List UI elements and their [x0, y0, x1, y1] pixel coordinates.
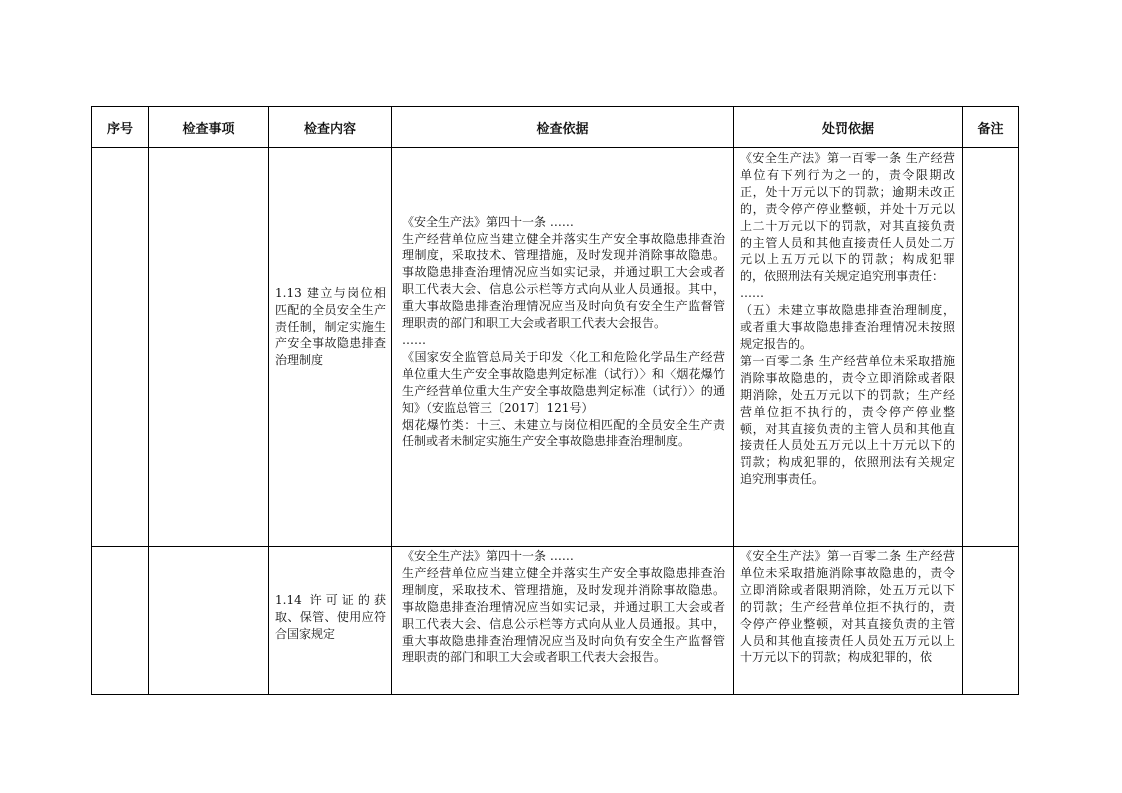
content-cell [269, 148, 392, 547]
penalty-text: 《安全生产法》第一百零一条 生产经营单位有下列行为之一的，责令限期改正，处十万元以下的罚款；逾期未改正的，责令停产停业整顿，并处十万元以上二十万元以下的罚款，对其直接负责的主管人员和其他直接责任人员处二万元以上五万元以下的罚款；构成犯罪的，依照刑法有关规定追究刑事责任： …… （五）未建立事故隐患排查治理制度，或者重大事故隐患排查治理情况未按照规定报告的。 第一百零二条 生产经营单位未采取措施消除事故隐患的，责令立即消除或者限期消除，处五万元以下的罚款；生产经营单位拒不执行的，责令停产停业整顿，对其直接负责的主管人员和其他直接责任人员处五万元以上十万元以下的罚款；构成犯罪的，依照刑法有关规定追究刑事责任。 [740, 151, 955, 487]
table-header-row [92, 107, 1019, 148]
basis-text: 《安全生产法》第四十一条 …… 生产经营单位应当建立健全并落实生产安全事故隐患排查治理制度，采取技术、管理措施，及时发现并消除事故隐患。事故隐患排查治理情况应当如实记录，并通过职工大会或者职工代表大会、信息公示栏等方式向从业人员通报。其中，重大事故隐患排查治理情况应当及时向负有安全生产监督管理职责的部门和职工大会或者职工代表大会报告。 [402, 549, 725, 665]
table-row [92, 148, 1019, 547]
header-inspection-basis: 检查依据 [392, 107, 734, 148]
content-text: 1.14 许可证的获取、保管、使用应符合国家规定 [275, 593, 386, 641]
remark-cell [963, 148, 1019, 547]
matter-cell [149, 547, 269, 695]
content-text: 1.13 建立与岗位相匹配的全员安全生产责任制，制定实施生产安全事故隐患排查治理制度 [275, 285, 386, 368]
penalty-cell [734, 547, 963, 695]
basis-cell [392, 148, 734, 547]
seq-cell [92, 148, 149, 547]
inspection-table [91, 106, 1019, 695]
basis-text: 《安全生产法》第四十一条 …… 生产经营单位应当建立健全并落实生产安全事故隐患排查治理制度，采取技术、管理措施，及时发现并消除事故隐患。事故隐患排查治理情况应当如实记录，并通过职工大会或者职工代表大会、信息公示栏等方式向从业人员通报。其中，重大事故隐患排查治理情况应当及时向负有安全生产监督管理职责的部门和职工大会或者职工代表大会报告。 …… 《国家安全监管总局关于印发〈化工和危险化学品生产经营单位重大生产安全事故隐患判定标准（试行）〉和〈烟花爆竹生产经营单位重大生产安全事故隐患判定标准（试行）〉的通知》（安监总管三〔2017〕121号） 烟花爆竹类：十三、未建立与岗位相匹配的全员安全生产责任制或者未制定实施生产安全事故隐患排查治理制度。 [402, 214, 725, 449]
basis-cell [392, 547, 734, 695]
header-seq: 序号 [92, 107, 149, 148]
header-inspection-matter: 检查事项 [149, 107, 269, 148]
header-inspection-content: 检查内容 [269, 107, 392, 148]
table-row [92, 547, 1019, 695]
content-cell [269, 547, 392, 695]
matter-cell [149, 148, 269, 547]
header-penalty-basis: 处罚依据 [734, 107, 963, 148]
remark-cell [963, 547, 1019, 695]
penalty-cell [734, 148, 963, 547]
penalty-text: 《安全生产法》第一百零二条 生产经营单位未采取措施消除事故隐患的，责令立即消除或者限期消除，处五万元以下的罚款；生产经营单位拒不执行的，责令停产停业整顿，对其直接负责的主管人员和其他直接责任人员处五万元以上十万元以下的罚款；构成犯罪的，依 [740, 549, 955, 665]
seq-cell [92, 547, 149, 695]
header-remark: 备注 [963, 107, 1019, 148]
